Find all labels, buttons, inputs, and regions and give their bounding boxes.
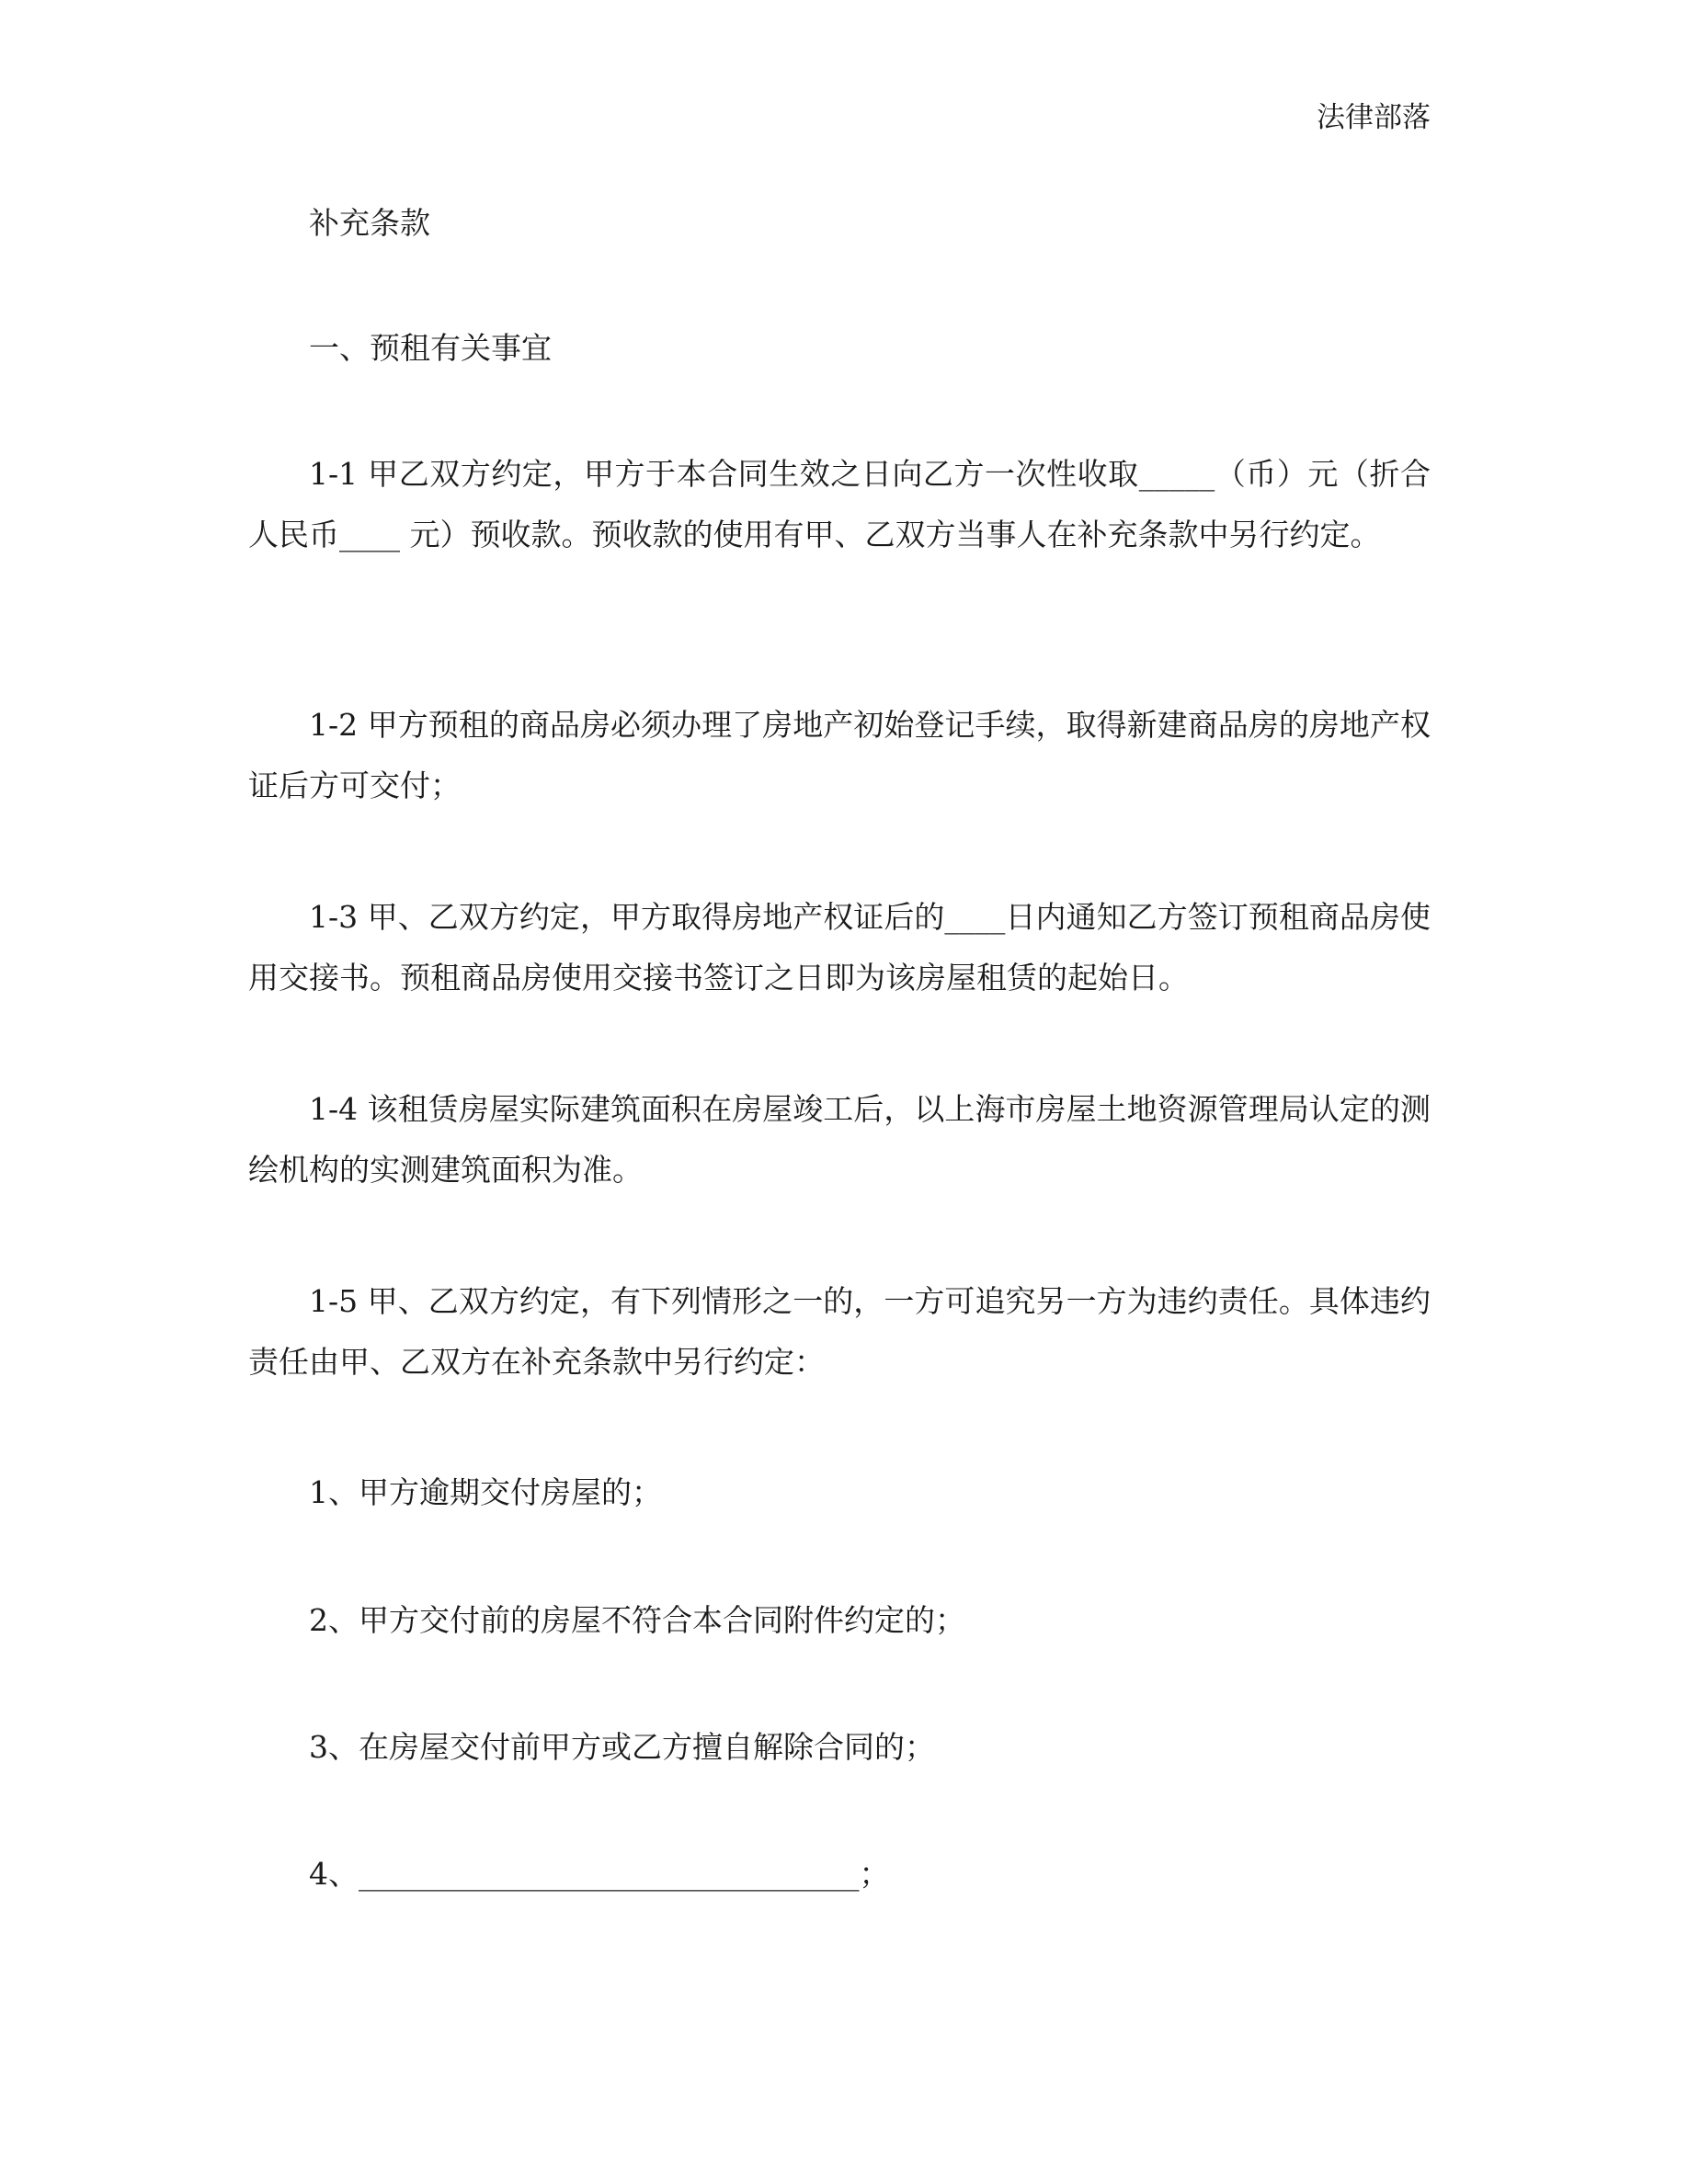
header-brand: 法律部落	[1317, 101, 1431, 134]
clause-1-4: 1-4 该租赁房屋实际建筑面积在房屋竣工后，以上海市房屋土地资源管理局认定的测绘机构的实测建筑面积为准。	[248, 1091, 1431, 1188]
section-title: 补充条款	[309, 205, 430, 241]
clause-1-1: 1-1 甲乙双方约定，甲方于本合同生效之日向乙方一次性收取_____（币）元（折合人民币____ 元）预收款。预收款的使用有甲、乙双方当事人在补充条款中另行约定。	[248, 456, 1431, 552]
list-item-1: 1、甲方逾期交付房屋的；	[309, 1474, 662, 1510]
clause-1-3: 1-3 甲、乙双方约定，甲方取得房地产权证后的____日内通知乙方签订预租商品房使用交接书。预租商品房使用交接书签订之日即为该房屋租赁的起始日。	[248, 899, 1431, 995]
section-heading: 一、预租有关事宜	[309, 330, 552, 366]
clause-1-2: 1-2 甲方预租的商品房必须办理了房地产初始登记手续，取得新建商品房的房地产权证后方可交付；	[248, 707, 1431, 803]
clause-1-5: 1-5 甲、乙双方约定，有下列情形之一的，一方可追究另一方为违约责任。具体违约责任由甲、乙双方在补充条款中另行约定：	[248, 1283, 1431, 1380]
list-item-2: 2、甲方交付前的房屋不符合本合同附件约定的；	[309, 1602, 965, 1638]
list-item-3: 3、在房屋交付前甲方或乙方擅自解除合同的；	[309, 1729, 935, 1765]
list-item-4: 4、_________________________________；	[309, 1856, 890, 1892]
